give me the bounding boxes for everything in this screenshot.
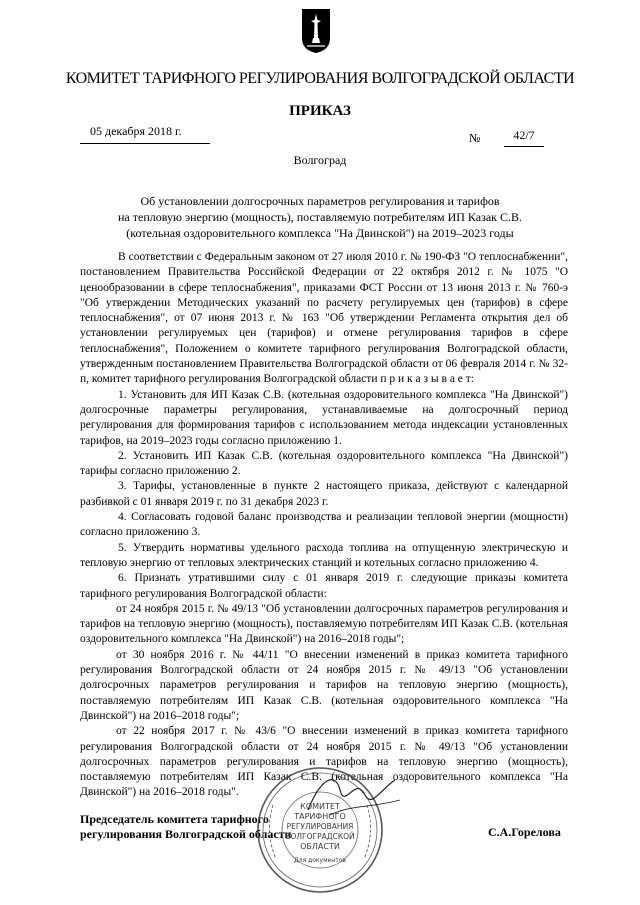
committee-name: КОМИТЕТ ТАРИФНОГО РЕГУЛИРОВАНИЯ ВОЛГОГРАДСКОЙ ОБЛАСТИ [65,70,575,87]
number-underline [504,146,544,147]
repealed-order-1: от 24 ноября 2015 г. № 49/13 "Об установлении долгосрочных параметров регулирования и тарифов на тепловую энергию (мощность), поставляемую потребителям ИП Казак С.В. (котельная оздоровительного комплекса "На Двинской") на 2016–2018 годы"; [80,602,568,646]
stamp-line: РЕГУЛИРОВАНИЯ [286,822,354,831]
repealed-order-3: от 22 ноября 2017 г. № 43/6 "О внесении изменений в приказ комитета тарифного регулирования Волгоградской области от 24 ноября 2015 г. № 49/13 "Об установлении долгосрочных параметров регулирования и тарифов на тепловую энергию (мощность), поставляемую потребителям ИП Казак С.В. (котельная оздоровительного комплекса "На Двинской") на 2016–2018 годы". [80,725,568,799]
order-body [80,250,568,801]
subject-line: на тепловую энергию (мощность), поставляемую потребителям ИП Казак С.В. [118,210,522,224]
signatory-title-line: Председатель комитета тарифного [80,812,269,826]
stamp-line: ТАРИФНОГО [294,812,346,821]
coat-of-arms-emblem [301,8,331,54]
signatory-name: С.А.Горелова [488,825,561,839]
order-date: 05 декабря 2018 г. [90,124,182,138]
clause-6: 6. Признать утратившими силу с 01 января 2019 г. следующие приказы комитета тарифного регулирования Волгоградской области: [80,572,568,600]
clause-2: 2. Установить ИП Казак С.В. (котельная оздоровительного комплекса "На Двинской") тарифы согласно приложению 2. [80,449,568,478]
document-type: ПРИКАЗ [289,103,351,119]
signatory-title-line: регулирования Волгоградской области [80,827,292,841]
subject-line: (котельная оздоровительного комплекса "На Двинской") на 2019–2023 годы [126,226,514,240]
stamp-line: Для документов [294,857,346,864]
clause-1: 1. Установить для ИП Казак С.В. (котельная оздоровительного комплекса "На Двинской") долгосрочные параметры регулирования, устанавливаемые на долгосрочный период регулирования для формирования тарифов с использованием метода индексации установленных тарифов, на 2019–2023 годы согласно приложению 1. [80,388,568,447]
clause-4: 4. Согласовать годовой баланс производства и реализации тепловой энергии (мощности) согласно приложению 3. [80,511,568,539]
order-number: 42/7 [513,128,535,142]
repealed-order-2: от 30 ноября 2016 г. № 44/11 "О внесении изменений в приказ комитета тарифного регулирования Волгоградской области от 24 ноября 2015 г. № 49/13 "Об установлении долгосрочных параметров регулирования и тарифов на тепловую энергию (мощность), поставляемую потребителям ИП Казак С.В. (котельная оздоровительного комплекса "На Двинской") на 2016–2018 годы"; [80,648,568,722]
clause-3: 3. Тарифы, установленные в пункте 2 настоящего приказа, действуют с календарной разбивкой с 01 января 2019 г. по 31 декабря 2023 г. [80,480,568,508]
number-sign: № [469,131,481,145]
date-underline [80,143,210,144]
stamp-line: ОБЛАСТИ [300,842,340,851]
city: Волгоград [293,153,347,167]
subject-line: Об установлении долгосрочных параметров регулирования и тарифов [140,194,500,208]
preamble-paragraph: В соответствии с Федеральным законом от 27 июля 2010 г. № 190-ФЗ "О теплоснабжении", постановлением Правительства Российской Федерации от 22 октября 2012 г. № 1075 "О ценообразовании в сфере теплоснабжения", приказами ФСТ России от 13 июня 2013 г. № 760-э "Об утверждении Методических указаний по расчету регулируемых цен (тарифов) в сфере теплоснабжения", от 07 июня 2013 г. № 163 "Об утверждении Регламента открытия дел об установлении регулируемых цен (тарифов) и отмене регулирования тарифов в сфере теплоснабжения", Положением о комитете тарифного регулирования Волгоградской области, утвержденным постановлением Правительства Волгоградской области от 06 февраля 2014 г. № 32-п, комитет тарифного регулирования Волгоградской области п р и к а з ы в а е т: [80,251,568,386]
stamp-line: ВОЛГОГРАДСКОЙ [285,832,355,841]
stamp-line: КОМИТЕТ [300,802,340,811]
order-subject [60,193,580,241]
handwritten-signature [300,760,410,830]
clause-5: 5. Утвердить нормативы удельного расхода топлива на отпущенную электрическую и тепловую энергию от тепловых электрических станций и котельных согласно приложению 4. [80,541,568,569]
